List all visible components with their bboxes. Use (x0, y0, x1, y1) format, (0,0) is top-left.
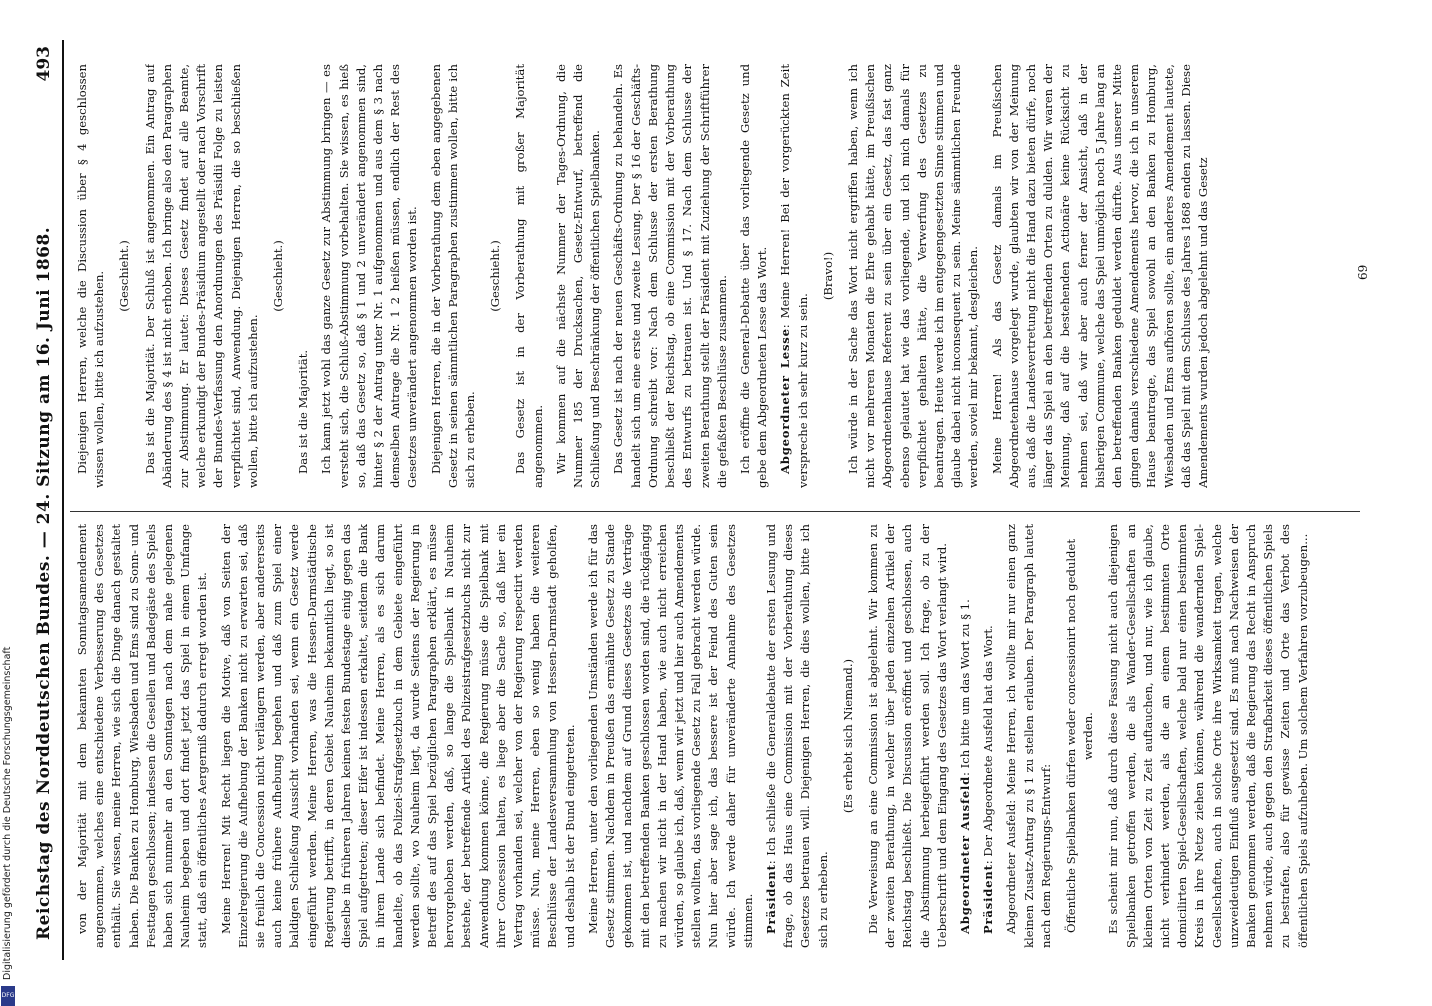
paragraph: Abgeordneter Ausfeld: Ich bitte um das Wort zu § 1. (957, 599, 972, 934)
paragraph: Meine Herren! Als das Gesetz damals im Preußischen Abgeordnetenhause vorgelegt wurde, glaubten wir von der Meinung aus, daß die Landesvertretung nicht die Hand dazu bieten dürfe, noch länger das Spiel an den betreffenden Orten zu dulden. Wir waren der Meinung, daß auf die bestehenden Actionäre keine Rücksicht zu nehmen sei, daß wir aber auch ferner der Ansicht, daß in der bisherigen Commune, welche das Spiel unmöglich noch 5 Jahre lang an den betreffenden Banken geduldet werden dürfte. Aus unserer Mitte gingen damals verschiedene Amendements hervor, die ich in unserem Hause beantragte, das Spiel sowohl an den Banken zu Homburg, Wiesbaden und Ems aufhören sollte, ein anderes Amendement lautete, daß das Spiel mit dem Schlusse des Jahres 1868 enden zu lassen. Diese Amendements wurden jedoch abgelehnt und das Gesetz (989, 64, 1210, 488)
right-text-column (74, 64, 1354, 488)
speaker-name: Abgeordneter Lesse (778, 328, 793, 474)
paragraph: Ich kann jetzt wohl das ganze Gesetz zur Abstimmung bringen — es versteht sich, die Schluß-Abstimmung vorbehalten. Sie wissen, es hieß so, daß das Gesetz so, daß § 1 und 2 unverändert angenommen sind, hinter § 2 der Antrag unter Nr. 1 aufgenommen und aus dem § 3 nach demselben Antrage die Nr. 1 2 heißen müssen, endlich der Rest des Gesetzes unverändert angenommen worden ist. (319, 64, 420, 488)
paragraph: Das Gesetz ist nach der neuen Geschäfts-Ordnung zu behandeln. Es handelt sich um eine erste und zweite Lesung. Der § 16 der Geschäfts-Ordnung schreibt vor: Nach dem Schlusse der ersten Berathung beschließt der Reichstag, ob eine Commission mit der Vorberathung des Entwurfs zu betrauen ist. Und § 17. Nach dem Schlusse der zweiten Berathung stellt der Präsident mit Zuziehung der Schriftführer die gefaßten Beschlüsse zusammen. (611, 64, 729, 488)
stage-direction: (Geschieht.) (488, 240, 503, 312)
paragraph: Meine Herren, unter den vorliegenden Umständen werde ich für das Gesetz stimmen. Nachdem in Preußen das ermähnte Gesetz zu Stande gekommen ist, und nachdem auf Grund dieses Gesetzes die Verträge mit den betreffenden Banken geschlossen worden sind, die rückgängig zu machen wir nicht in der Hand haben, wie auch nicht erreichen würden, so glaube ich, daß, wenn wir jetzt und hier auch Amendements stellen wollten, das vorliegende Gesetz zu Fall gebracht werden würde. Nun hier aber sage ich, das bessere ist der Feind des Guten sein würde. Ich werde daher für unveränderte Annahme des Gesetzes stimmen. (585, 524, 755, 948)
credit-text: Digitalisierung gefördert durch die Deutsche Forschungsgemeinschaft (2, 646, 13, 980)
left-text-column (74, 524, 1354, 948)
paragraph: Präsident: Der Abgeordnete Ausfeld hat das Wort. (981, 625, 996, 934)
stage-direction: (Es erhebt sich Niemand.) (840, 658, 855, 814)
paragraph: Abgeordneter Ausfeld: Meine Herren, ich wollte mir nur einen ganz kleinen Zusatz-Antrag zu § 1 zu stellen erlauben. Der Paragraph lautet nach dem Regierungs-Entwurf: (1004, 524, 1053, 948)
speaker-name: Abgeordneter Ausfeld (957, 775, 972, 934)
paragraph: von der Majorität mit dem bekannten Sonntagsamendement angenommen, welches eine entschiedene Verbesserung des Gesetzes enthält. Sie wissen, meine Herren, wie sich die Dinge danach gestaltet haben. Die Banken zu Homburg, Wiesbaden und Ems sind zu Sonn- und Festtagen geschlossen; indessen die Gesellen und Badegäste des Spiels haben sich nunmehr an den Sonntagen nach dem nahe gelegenen Nauheim begeben und dort findet jetzt das Spiel in einem Umfange statt, daß ein öffentliches Aergerniß dadurch erregt worden ist. (75, 524, 210, 948)
page-number: 493 (34, 46, 54, 82)
paragraph: Das ist die Majorität. (296, 349, 311, 474)
stage-direction: (Bravo!) (820, 251, 835, 301)
stage-direction: Öffentliche Spielbanken dürfen weder concessionirt noch geduldet werden. (1063, 538, 1096, 934)
speaker-name: Präsident (981, 864, 996, 934)
paragraph: Ich würde in der Sache das Wort nicht ergriffen haben, wenn ich nicht vor mehreren Monaten die Ehre gehabt hätte, im Preußischen Abgeordnetenhause Referent zu sein über ein Gesetz, das fast ganz ebenso gelautet hat wie das vorliegende, und ich mich damals für verpflichtet gehalten hätte, die Verwerfung des Gesetzes zu beantragen. Heute werde ich im entgegengesetzten Sinne stimmen und glaube dabei nicht inconsequent zu sein. Meine sämmtlichen Freunde werden, soviel mir bekannt, desgleichen. (845, 64, 981, 488)
paragraph: Diejenigen Herren, die in der Vorberathung dem eben angegebenen Gesetz in seinen sämmtlichen Paragraphen zustimmen wollen, bitte ich sich zu erheben. (428, 64, 478, 488)
speaker-name: Präsident (763, 864, 778, 934)
digitization-credit (0, 10, 17, 999)
column-divider (70, 511, 1360, 512)
paragraph: Wir kommen auf die nächste Nummer der Tages-Ordnung, die Nummer 185 der Drucksachen, Gesetz-Entwurf, betreffend die Schließung und Beschränkung der öffentlichen Spielbanken. (553, 64, 603, 488)
paragraph: Die Verweisung an eine Commission ist abgelehnt. Wir kommen zu der zweiten Berathung, in welcher über jeden einzelnen Artikel der Reichstag beschließt. Die Discussion eröffnet und geschlossen, auch die Abstimmung herbeigeführt werden soll. Ich frage, ob zu der Ueberschrift und dem Eingang des Gesetzes das Wort verlangt wird. (865, 524, 949, 948)
paragraph: Diejenigen Herren, welche die Discussion über § 4 geschlossen wissen wollen, bitte ich aufzustehen. (75, 64, 107, 488)
page-mark: 69 (1356, 264, 1370, 280)
paragraph: Ich eröffne die General-Debatte über das vorliegende Gesetz und gebe dem Abgeordneten Lesse das Wort. (737, 64, 770, 488)
running-title: Reichstag des Norddeutschen Bundes. — 24. Sitzung am 16. Juni 1868. (34, 226, 54, 940)
paragraph: Das Gesetz ist in der Vorberathung mit großer Majorität angenommen. (513, 64, 545, 488)
page-header (26, 40, 64, 960)
paragraph: Das ist die Majorität. Der Schluß ist angenommen. Ein Antrag auf Abänderung des § 4 ist nicht erhoben. Ich bringe also den Paragraphen zur Abstimmung. Er lautet: Dieses Gesetz findet auf alle Beamte, welche erkundigt der Bundes-Präsidium angestellt oder nach Vorschrift der Bundes-Verfassung den Anordnungen des Präsidii Folge zu leisten verpflichtet sind, Anwendung. Diejenigen Herren, die so beschließen wollen, bitte ich aufzustehen. (142, 64, 260, 488)
stage-direction: (Geschieht.) (271, 240, 286, 312)
paragraph: Präsident: Ich schließe die Generaldebatte der ersten Lesung und frage, ob das Haus eine Commission mit der Vorberathung dieses Gesetzes betrauen will. Diejenigen Herren, die dies wollen, bitte ich sich zu erheben. (763, 524, 830, 948)
paragraph: Meine Herren! Mit Recht liegen die Motive, daß von Seiten der Einzelregierung die Aufhebung der Banken nicht zu erwarten sei, daß sie freilich die Concession nicht verlängern werden, aber andererseits auch keine frühere Aufhebung begehen und daß zum Spiel einer baldigen Schließung Aussicht vorhanden sei, wenn ein Gesetz werde eingeführt werden. Meine Herren, was die Hessen-Darmstädtische Regierung betrifft, in deren Gebiet Nauheim bekanntlich liegt, so ist dieselbe in früheren Jahren keinen festen Bundestage einig gegen das Spiel aufgetreten; dieser Eifer ist indessen erkaltet, seitdem die Bank in ihrem Lande sich befindet. Meine Herren, als es sich darum handelte, ob das Polizei-Strafgesetzbuch in dem Gebiete eingeführt werden sollte, wo Nauheim liegt, da wurde Seitens der Regierung in Betreff des auf das Spiel bezüglichen Paragraphen erklärt, es müsse hervorgehoben werden, daß, so lange die Spielbank in Nauheim bestehe, der betreffende Artikel des Polizeistrafgesetzbuchs nicht zur Anwendung kommen könne, die Regierung müsse die Spielbank mit ihrer Concession halten, es liege aber die Sache so, daß hier ein Vertrag vorhanden sei, welcher von der Regierung respectirt werden müsse. Nun, meine Herren, eben so wenig haben die weiteren Beschlüsse der Landesversammlung von Hessen-Darmstadt geholfen, und deshalb ist der Bund eingetreten. (218, 524, 577, 948)
dfg-logo-icon: DFG (1, 986, 15, 1006)
paragraph: Abgeordneter Lesse: Meine Herren! Bei der vorgerückten Zeit verspreche ich sehr kurz zu sein. (778, 64, 810, 488)
stage-direction: (Geschieht.) (117, 240, 132, 312)
paragraph: Es scheint mir nun, daß durch diese Fassung nicht auch diejenigen Spielbanken getroffen werden, die als Wander-Gesellschaften an kleinen Orten von Zeit zu Zeit auftauchen, und nur, wie ich glaube, nicht verhindert werden, als die an einem bestimmten Orte domicilirten Spiel-Gesellschaften, welche bald nur einen bestimmten Kreis in ihre Netze ziehen können, während die wandernden Spiel-Gesellschaften, auch in solche Orte ihre Wirksamkeit tragen, welche unzweideutigen Einfluß ausgesetzt sind. Es muß nach Nachweisen der Banken genommen werden, daß die Regierung das Recht in Anspruch nehmen würde, auch gegen den Strafbarkeit dieses öffentlichen Spiels zu bestrafen, also für gewisse Zeiten und Orte das Verbot des öffentlichen Spiels aufzuheben. Um solchem Verfahren vorzubeugen... (1106, 524, 1310, 948)
